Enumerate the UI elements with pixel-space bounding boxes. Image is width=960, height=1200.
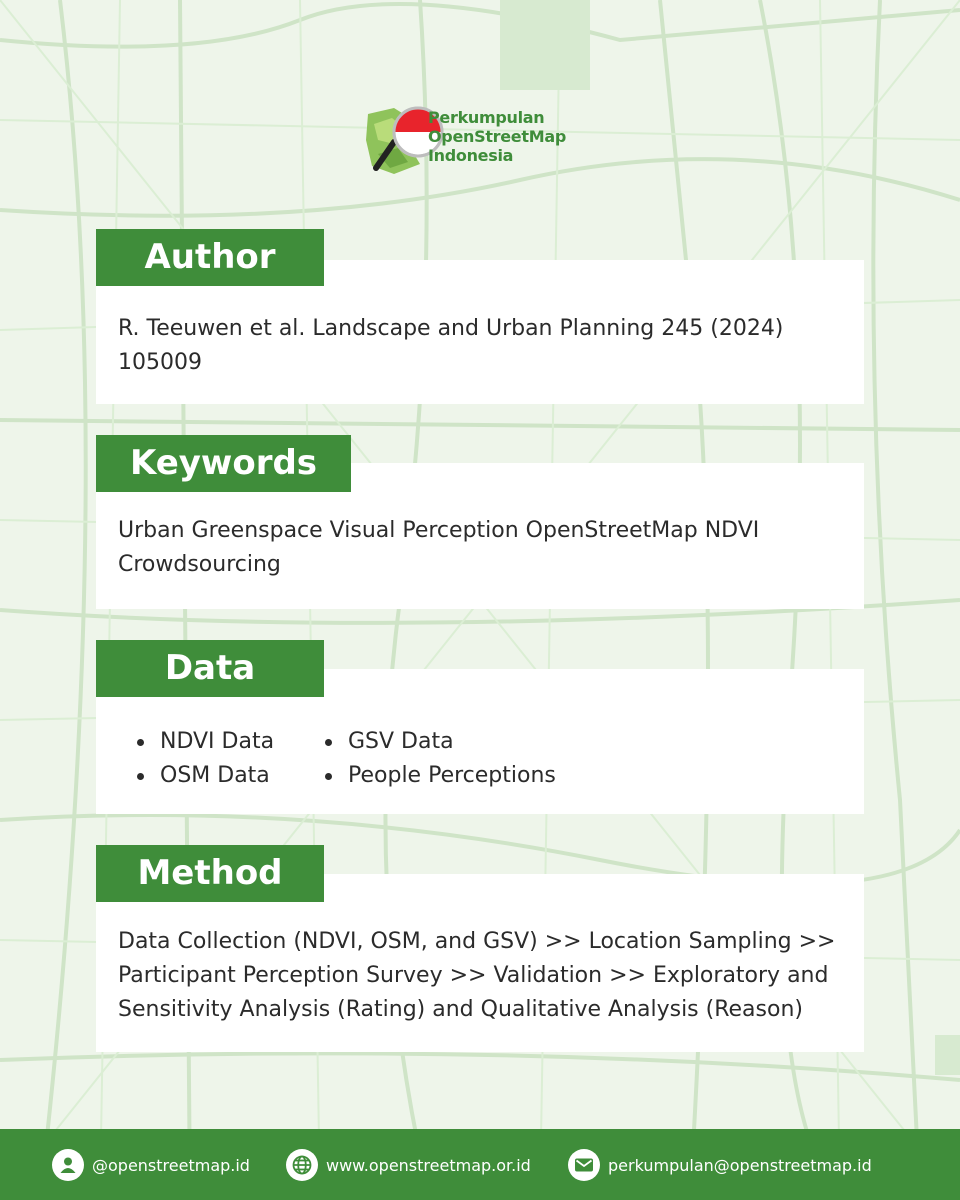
list-item: NDVI Data <box>118 725 308 759</box>
method-label: Method <box>96 845 324 902</box>
keywords-text: Urban Greenspace Visual Perception OpenStreetMap NDVI Crowdsourcing <box>118 518 760 577</box>
keywords-label: Keywords <box>96 435 351 492</box>
footer-email[interactable] <box>568 1147 872 1183</box>
logo-line-3: Indonesia <box>428 146 514 165</box>
method-text: Data Collection (NDVI, OSM, and GSV) >> Location Sampling >> Participant Perception Survey >> Validation >> Exploratory and Sensitivity Analysis (Rating) and Qualitative Analysis (Reason) <box>118 929 836 1022</box>
globe-icon <box>286 1149 318 1181</box>
author-section <box>96 229 864 404</box>
footer-social[interactable] <box>52 1147 250 1183</box>
footer-website-text: www.openstreetmap.or.id <box>326 1155 531 1175</box>
logo-line-1: Perkumpulan <box>428 108 545 127</box>
footer-social-text: @openstreetmap.id <box>92 1155 250 1175</box>
author-text: R. Teeuwen et al. Landscape and Urban Planning 245 (2024) 105009 <box>118 316 784 375</box>
data-list-col-1 <box>118 725 308 793</box>
footer-website[interactable] <box>286 1147 531 1183</box>
author-label: Author <box>96 229 324 286</box>
logo-line-2: OpenStreetMap <box>428 127 566 146</box>
user-icon <box>52 1149 84 1181</box>
data-list-col-2 <box>306 725 626 793</box>
keywords-section <box>96 435 864 609</box>
list-item: OSM Data <box>118 759 308 793</box>
mail-icon <box>568 1149 600 1181</box>
list-item: GSV Data <box>306 725 626 759</box>
list-item: People Perceptions <box>306 759 626 793</box>
brand-logo <box>364 104 604 180</box>
data-section <box>96 640 864 814</box>
method-section <box>96 845 864 1052</box>
footer-bar <box>0 1129 960 1200</box>
data-label: Data <box>96 640 324 697</box>
footer-email-text: perkumpulan@openstreetmap.id <box>608 1155 872 1175</box>
